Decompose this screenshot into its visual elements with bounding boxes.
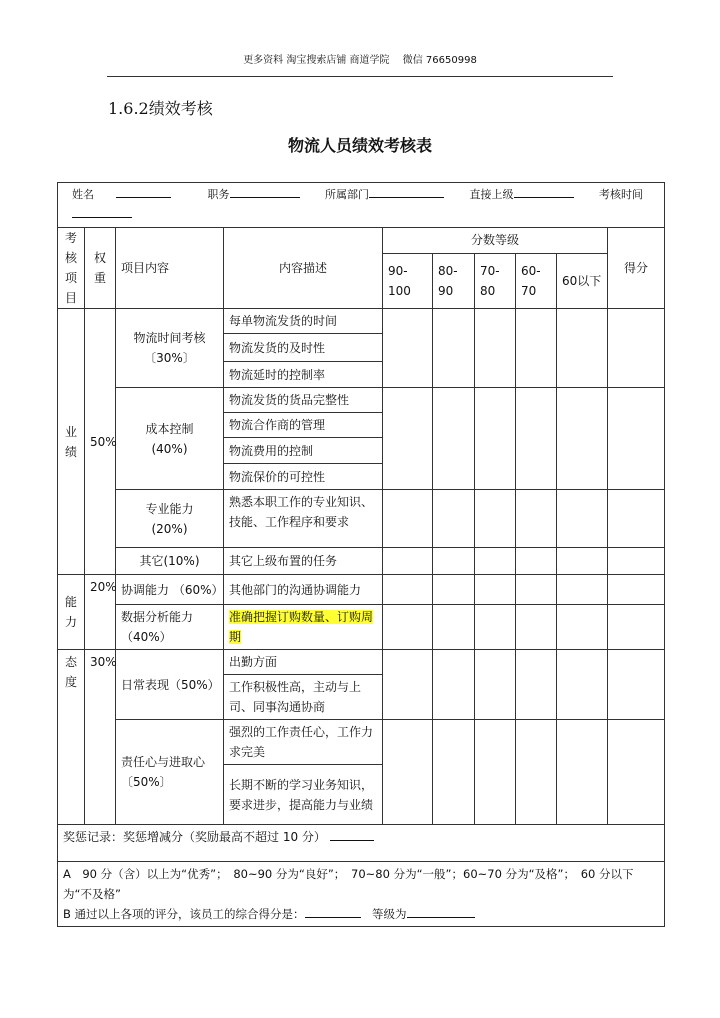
- score-cell[interactable]: [433, 650, 475, 720]
- supervisor-field[interactable]: [514, 185, 574, 198]
- score-cell[interactable]: [608, 605, 665, 650]
- info-row: [58, 183, 665, 228]
- score-cell[interactable]: [475, 605, 516, 650]
- date-field[interactable]: [72, 205, 132, 218]
- desc: 物流保价的可控性: [224, 464, 383, 490]
- desc: 每单物流发货的时间: [224, 309, 383, 334]
- desc: 物流费用的控制: [224, 438, 383, 464]
- notes-row: [58, 862, 665, 927]
- desc: 物流发货的及时性: [224, 334, 383, 362]
- score-cell[interactable]: [557, 575, 608, 605]
- group-label: 数据分析能力（40%）: [116, 605, 224, 650]
- col-weight: 权重: [85, 228, 116, 309]
- dept-label: 所属部门: [325, 188, 369, 201]
- score-cell[interactable]: [516, 720, 557, 825]
- desc: 物流合作商的管理: [224, 413, 383, 438]
- score-cell[interactable]: [433, 575, 475, 605]
- highlighted-desc: 准确把握订购数量、订购周期: [229, 610, 374, 644]
- desc: 物流发货的货品完整性: [224, 388, 383, 413]
- reward-field[interactable]: [330, 828, 374, 841]
- score-cell[interactable]: [475, 490, 516, 548]
- dept-field[interactable]: [369, 185, 444, 198]
- score-cell[interactable]: [383, 490, 433, 548]
- desc: 强烈的工作责任心，工作力求完美: [224, 720, 383, 765]
- score-cell[interactable]: [516, 388, 557, 490]
- section-heading: 1.6.2绩效考核: [108, 99, 213, 118]
- score-cell[interactable]: [608, 490, 665, 548]
- appraisal-table: [57, 182, 665, 927]
- perf-label: 业绩: [58, 309, 85, 575]
- score-cell[interactable]: [433, 388, 475, 490]
- score-cell[interactable]: [557, 650, 608, 720]
- grade-field[interactable]: [407, 905, 475, 918]
- reward-label: 奖惩记录：奖惩增减分（奖励最高不超过 10 分）: [63, 830, 326, 844]
- attitude-weight: 30%: [85, 650, 116, 825]
- col-content: 项目内容: [116, 228, 224, 309]
- attitude-label: 态度: [58, 650, 85, 825]
- score-cell[interactable]: [383, 575, 433, 605]
- score-cell[interactable]: [557, 490, 608, 548]
- score-cell[interactable]: [475, 388, 516, 490]
- score-cell[interactable]: [516, 309, 557, 388]
- ability-weight: 20%: [85, 575, 116, 650]
- score-cell[interactable]: [475, 548, 516, 575]
- score-cell[interactable]: [433, 490, 475, 548]
- score-cell[interactable]: [383, 720, 433, 825]
- score-cell[interactable]: [557, 388, 608, 490]
- score-cell[interactable]: [383, 650, 433, 720]
- desc: 熟悉本职工作的专业知识、技能、工作程序和要求: [224, 490, 383, 548]
- score-cell[interactable]: [475, 575, 516, 605]
- score-cell[interactable]: [608, 650, 665, 720]
- supervisor-label: 直接上级: [469, 188, 514, 201]
- score-cell[interactable]: [516, 548, 557, 575]
- grade-80: 80-90: [433, 253, 475, 308]
- score-cell[interactable]: [557, 720, 608, 825]
- score-cell[interactable]: [383, 309, 433, 388]
- group-label: 责任心与进取心〔50%〕: [116, 720, 224, 825]
- score-cell[interactable]: [383, 605, 433, 650]
- score-cell[interactable]: [475, 309, 516, 388]
- desc: 其它上级布置的任务: [224, 548, 383, 575]
- group-label: 其它(10%): [116, 548, 224, 575]
- grade-90: 90-100: [383, 253, 433, 308]
- col-item: 考核项目: [58, 228, 85, 309]
- desc: [224, 605, 383, 650]
- score-cell[interactable]: [475, 650, 516, 720]
- score-cell[interactable]: [433, 605, 475, 650]
- name-label: 姓名: [72, 188, 94, 201]
- grade-60: 60-70: [516, 253, 557, 308]
- header-rule: [107, 76, 613, 77]
- score-cell[interactable]: [608, 388, 665, 490]
- group-label: 成本控制 (40%): [116, 388, 224, 490]
- score-cell[interactable]: [383, 548, 433, 575]
- desc: 长期不断的学习业务知识，要求进步，提高能力与业绩: [224, 765, 383, 825]
- score-cell[interactable]: [608, 309, 665, 388]
- score-cell[interactable]: [557, 548, 608, 575]
- grade-below-60: 60以下: [557, 253, 608, 308]
- date-label: 考核时间: [599, 188, 643, 201]
- note-a: A 90 分（含）以上为“优秀”； 80~90 分为“良好”； 70~80 分为“一般”；60~70 分为“及格”； 60 分以下为“不及格”: [63, 867, 634, 901]
- desc: 其他部门的沟通协调能力: [224, 575, 383, 605]
- total-score-field[interactable]: [305, 905, 361, 918]
- desc: 工作积极性高，主动与上司、同事沟通协商: [224, 675, 383, 720]
- perf-weight: 50%: [85, 309, 116, 575]
- ability-label: 能力: [58, 575, 85, 650]
- score-cell[interactable]: [433, 548, 475, 575]
- score-cell[interactable]: [516, 575, 557, 605]
- score-cell[interactable]: [383, 388, 433, 490]
- score-cell[interactable]: [475, 720, 516, 825]
- col-score: 得分: [608, 228, 665, 309]
- group-label: 物流时间考核 〔30%〕: [116, 309, 224, 388]
- col-grade: 分数等级: [383, 228, 608, 254]
- grade-70: 70-80: [475, 253, 516, 308]
- score-cell[interactable]: [516, 490, 557, 548]
- position-field[interactable]: [230, 185, 300, 198]
- grade-label: 等级为: [360, 907, 407, 921]
- score-cell[interactable]: [557, 309, 608, 388]
- reward-row: [58, 825, 665, 862]
- position-label: 职务: [207, 188, 230, 201]
- name-field[interactable]: [116, 185, 171, 198]
- page-header: 更多资料 淘宝搜索店铺 商道学院 微信 76650998: [243, 55, 477, 66]
- score-cell[interactable]: [516, 650, 557, 720]
- score-cell[interactable]: [608, 575, 665, 605]
- table-title: 物流人员绩效考核表: [287, 136, 432, 155]
- score-cell[interactable]: [557, 605, 608, 650]
- group-label: 协调能力 （60%）: [116, 575, 224, 605]
- score-cell[interactable]: [608, 548, 665, 575]
- score-cell[interactable]: [608, 720, 665, 825]
- col-desc: 内容描述: [224, 228, 383, 309]
- group-label: 专业能力 (20%): [116, 490, 224, 548]
- desc: 物流延时的控制率: [224, 362, 383, 388]
- group-label: 日常表现（50%）: [116, 650, 224, 720]
- score-cell[interactable]: [433, 309, 475, 388]
- desc: 出勤方面: [224, 650, 383, 675]
- score-cell[interactable]: [433, 720, 475, 825]
- note-b: B 通过以上各项的评分，该员工的综合得分是：: [63, 907, 305, 921]
- score-cell[interactable]: [516, 605, 557, 650]
